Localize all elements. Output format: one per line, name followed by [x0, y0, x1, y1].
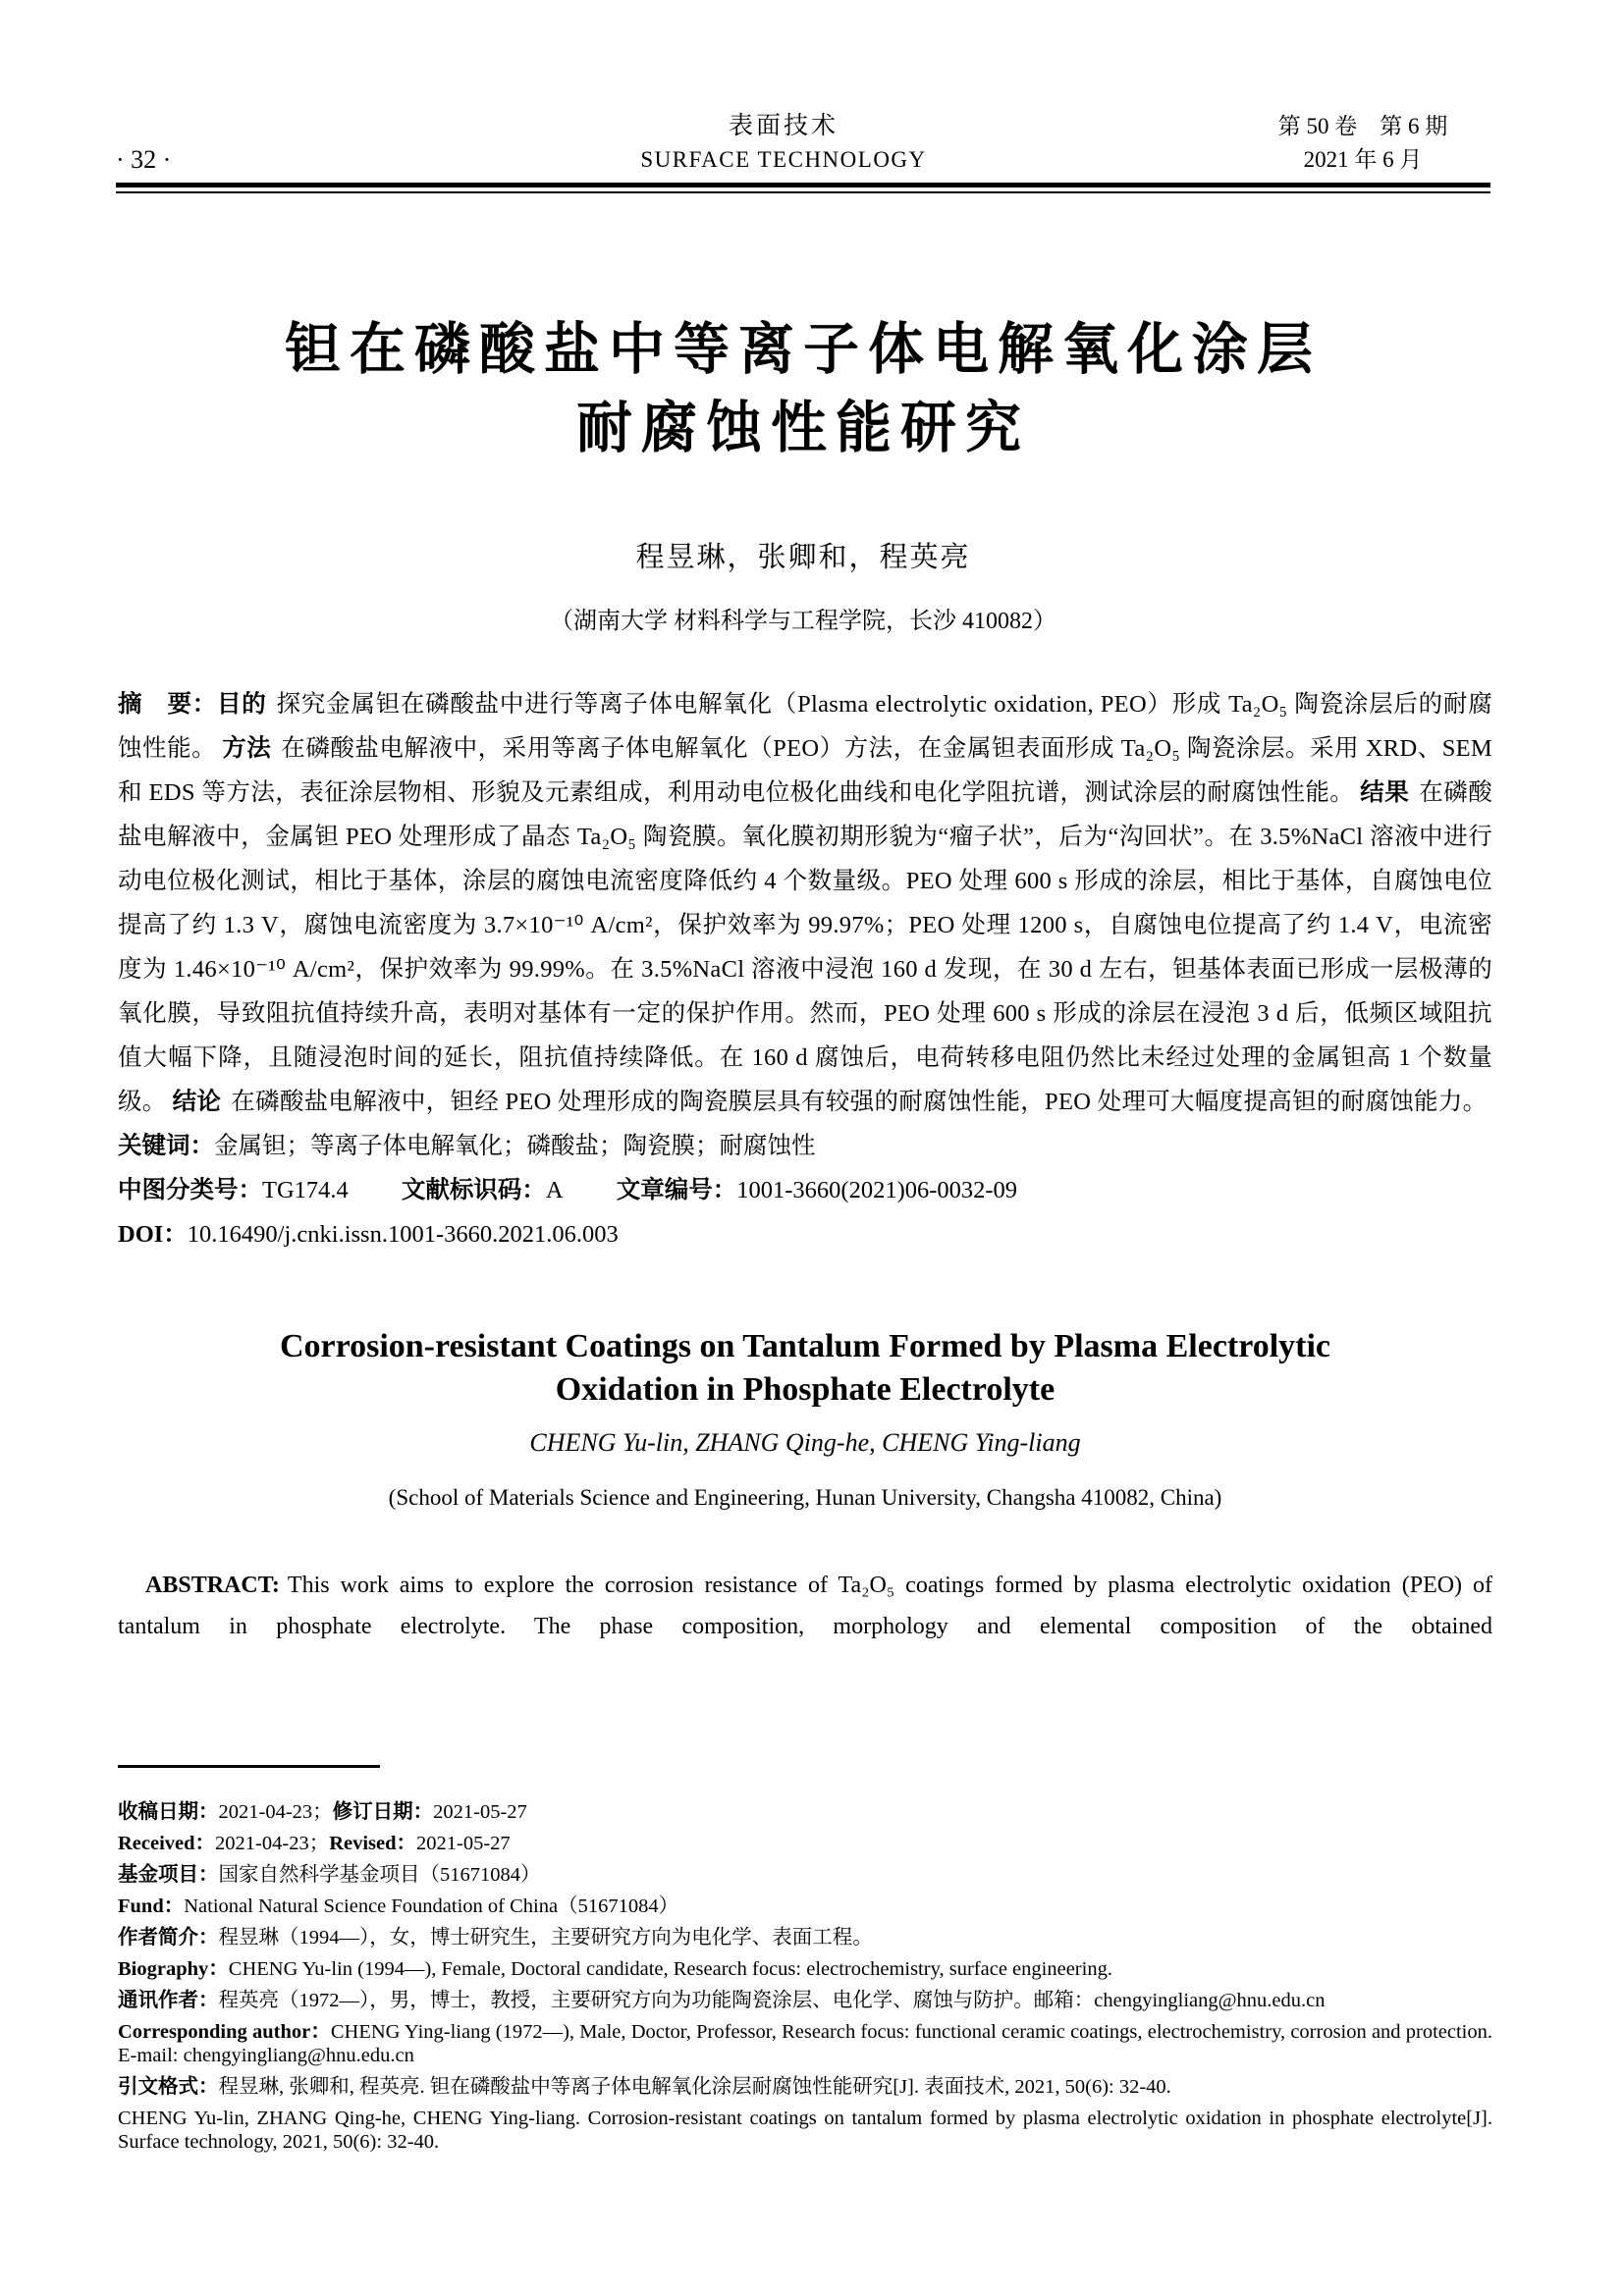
journal-name-block: [332, 110, 1235, 177]
volume-issue: 第 50 卷 第 6 期: [1277, 114, 1448, 138]
footnote-fund-cn: [118, 1863, 1492, 1887]
corresponding-cn-value: 程英亮（1972—），男，博士，教授，主要研究方向为功能陶瓷涂层、电化学、腐蚀与防护。邮箱：chengyingliang@hnu.edu.cn: [218, 1990, 1326, 2011]
keywords-text: 金属钽；等离子体电解氧化；磷酸盐；陶瓷膜；耐腐蚀性: [214, 1133, 816, 1159]
doc-code-label: 文献标识码：: [401, 1177, 546, 1203]
doi-label: DOI：: [118, 1221, 188, 1248]
abstract-result-label: 结果: [1360, 779, 1410, 806]
fund-en-label: Fund：: [118, 1896, 185, 1917]
footnote-corresponding-en: [118, 2020, 1492, 2067]
doc-code-group: [402, 1177, 564, 1203]
received-cn-label: 收稿日期：: [118, 1801, 219, 1823]
abstract-result-text: 在磷酸盐电解液中，金属钽 PEO 处理形成了晶态 Ta₂O₅ 陶瓷膜。氧化膜初期形貌为“瘤子状”，后为“沟回状”。在 3.5%NaCl 溶液中进行动电位极化测试，相比于基体，涂层的腐蚀电流密度降低约 4 个数量级。PEO 处理 600 s 形成的涂层，相比于基体，自腐蚀电位提高了约 1.3 V，腐蚀电流密度为 3.7×10⁻¹⁰ A/cm²，保护效率为 99.97%；PEO 处理 1200 s，自腐蚀电位提高了约 1.4 V，电流密度为 1.46×10⁻¹⁰ A/cm²，保护效率为 99.99%。在 3.5%NaCl 溶液中浸泡 160 d 发现，在 30 d 左右，钽基体表面已形成一层极薄的氧化膜，导致阻抗值持续升高，表明对基体有一定的保护作用。然而，PEO 处理 600 s 形成的涂层在浸泡 3 d 后，低频区域阻抗值大幅下降，且随浸泡时间的延长，阻抗值持续降低。在 160 d 腐蚀后，电荷转移电阻仍然比未经过处理的金属钽高 1 个数量级。: [118, 779, 1493, 1115]
corresponding-en-label: Corresponding author：: [118, 2021, 331, 2043]
fund-cn-label: 基金项目：: [118, 1864, 219, 1886]
article-title-cn-line2: 耐腐蚀性能研究: [576, 397, 1030, 459]
abstract-en-text: This work aims to explore the corrosion resistance of Ta₂O₅ coatings formed by plasma electrolytic oxidation (PEO) of tantalum in phosphate electrolyte. The phase composition, morphology and elemental composition of the obtained: [118, 1573, 1492, 1639]
footnote-biography-cn: [118, 1926, 1492, 1949]
citation-cn-value: 程昱琳, 张卿和, 程英亮. 钽在磷酸盐中等离子体电解氧化涂层耐腐蚀性能研究[J]. 表面技术, 2021, 50(6): 32-40.: [218, 2076, 1171, 2098]
abstract-conclusion-text: 在磷酸盐电解液中，钽经 PEO 处理形成的陶瓷膜层具有较强的耐腐蚀性能，PEO 处理可大幅度提高钽的耐腐蚀能力。: [231, 1089, 1488, 1115]
keywords-label: 关键词：: [118, 1133, 214, 1159]
fund-cn-value: 国家自然科学基金项目（51671084）: [218, 1864, 541, 1886]
biography-en-label: Biography：: [118, 1958, 229, 1980]
clc-label: 中图分类号：: [118, 1177, 262, 1203]
footnote-citation-cn: [118, 2075, 1492, 2099]
biography-cn-label: 作者简介：: [118, 1927, 219, 1949]
journal-name-cn: 表面技术: [728, 113, 839, 139]
received-cn-value: 2021-04-23；: [218, 1801, 333, 1823]
footnote-rule: [118, 1765, 380, 1768]
keywords-line: [118, 1124, 1492, 1168]
article-id-label: 文章编号：: [616, 1177, 737, 1203]
abstract-method-label: 方法: [222, 735, 272, 762]
revised-en-label: Revised：: [329, 1833, 417, 1854]
clc-group: [118, 1177, 349, 1203]
footnote-received-en: [118, 1832, 1492, 1855]
header-rule-thick: [116, 183, 1490, 187]
article-title-cn: [116, 310, 1490, 467]
page-number: · 32 ·: [116, 145, 172, 174]
footnote-entries: [118, 1800, 1492, 2154]
footnote-block: [118, 1765, 1492, 2162]
article-title-cn-line1: 钽在磷酸盐中等离子体电解氧化涂层: [285, 318, 1322, 381]
footnote-biography-en: [118, 1957, 1492, 1981]
journal-name-en: SURFACE TECHNOLOGY: [640, 147, 927, 172]
affiliation-cn: （湖南大学 材料科学与工程学院，长沙 410082）: [550, 609, 1056, 634]
corresponding-cn-label: 通讯作者：: [118, 1990, 219, 2011]
footnote-fund-en: [118, 1895, 1492, 1918]
revised-cn-value: 2021-05-27: [433, 1801, 527, 1823]
revised-cn-label: 修订日期：: [332, 1801, 434, 1823]
doi-value: 10.16490/j.cnki.issn.1001-3660.2021.06.003: [187, 1221, 619, 1248]
corresponding-en-value: CHENG Ying-liang (1972—), Male, Doctor, Professor, Research focus: functional ceramic coatings, electrochemistry, corrosion and protection. E-mail: chengyingliang@hnu.edu.cn: [118, 2021, 1492, 2066]
abstract-aim-text: 探究金属钽在磷酸盐中进行等离子体电解氧化（Plasma electrolytic oxidation, PEO）形成 Ta₂O₅ 陶瓷涂层后的耐腐蚀性能。: [118, 691, 1492, 762]
abstract-conclusion-label: 结论: [172, 1089, 222, 1115]
article-title-en-line2: Oxidation in Phosphate Electrolyte: [555, 1371, 1056, 1408]
authors-en: CHENG Yu-lin, ZHANG Qing-he, CHENG Ying-liang: [529, 1428, 1081, 1457]
page-header: [116, 110, 1490, 193]
abstract-cn: [118, 682, 1492, 1124]
citation-en-value: CHENG Yu-lin, ZHANG Qing-he, CHENG Ying-liang. Corrosion-resistant coatings on tantalum formed by plasma electrolytic oxidation in phosphate electrolyte[J]. Surface technology, 2021, 50(6): 32-40.: [118, 2108, 1492, 2153]
footnote-corresponding-cn: [118, 1989, 1492, 2012]
received-en-label: Received：: [118, 1833, 216, 1854]
issue-date: 2021 年 6 月: [1303, 147, 1423, 172]
abstract-cn-label: 摘 要：: [118, 691, 218, 718]
citation-cn-label: 引文格式：: [118, 2076, 219, 2098]
footnote-citation-en: [118, 2107, 1492, 2154]
affiliation-en: (School of Materials Science and Engineering, Hunan University, Changsha 410082, China): [388, 1485, 1222, 1510]
abstract-en-label: ABSTRACT:: [145, 1573, 280, 1598]
abstract-en: [118, 1565, 1492, 1647]
clc-value: TG174.4: [262, 1177, 349, 1203]
footnote-received-cn: [118, 1800, 1492, 1824]
abstract-aim-label: 目的: [217, 691, 267, 718]
article-id-group: [617, 1177, 1017, 1203]
doc-code-value: A: [545, 1177, 564, 1203]
issue-info-block: [1235, 110, 1490, 177]
header-rule-thin: [116, 191, 1490, 193]
biography-en-value: CHENG Yu-lin (1994—), Female, Doctoral candidate, Research focus: electrochemistry, surface engineering.: [228, 1958, 1112, 1980]
received-en-value: 2021-04-23；: [215, 1833, 330, 1854]
abstract-method-text: 在磷酸盐电解液中，采用等离子体电解氧化（PEO）方法，在金属钽表面形成 Ta₂O₅ 陶瓷涂层。采用 XRD、SEM 和 EDS 等方法，表征涂层物相、形貌及元素组成，利用动电位极化曲线和电化学阻抗谱，测试涂层的耐腐蚀性能。: [118, 735, 1493, 806]
main-column: [118, 682, 1492, 1647]
article-id-value: 1001-3660(2021)06-0032-09: [736, 1177, 1018, 1203]
fund-en-value: National Natural Science Foundation of China（51671084）: [184, 1896, 679, 1917]
header-row: [116, 110, 1490, 177]
doi-line: [118, 1212, 1492, 1256]
article-title-en-line1: Corrosion-resistant Coatings on Tantalum Formed by Plasma Electrolytic: [279, 1328, 1331, 1364]
authors-cn: 程昱琳，张卿和，程英亮: [635, 542, 971, 573]
article-title-en: [118, 1325, 1492, 1412]
classification-line: [118, 1168, 1492, 1212]
biography-cn-value: 程昱琳（1994—），女，博士研究生，主要研究方向为电化学、表面工程。: [218, 1927, 873, 1949]
revised-en-value: 2021-05-27: [416, 1833, 511, 1854]
